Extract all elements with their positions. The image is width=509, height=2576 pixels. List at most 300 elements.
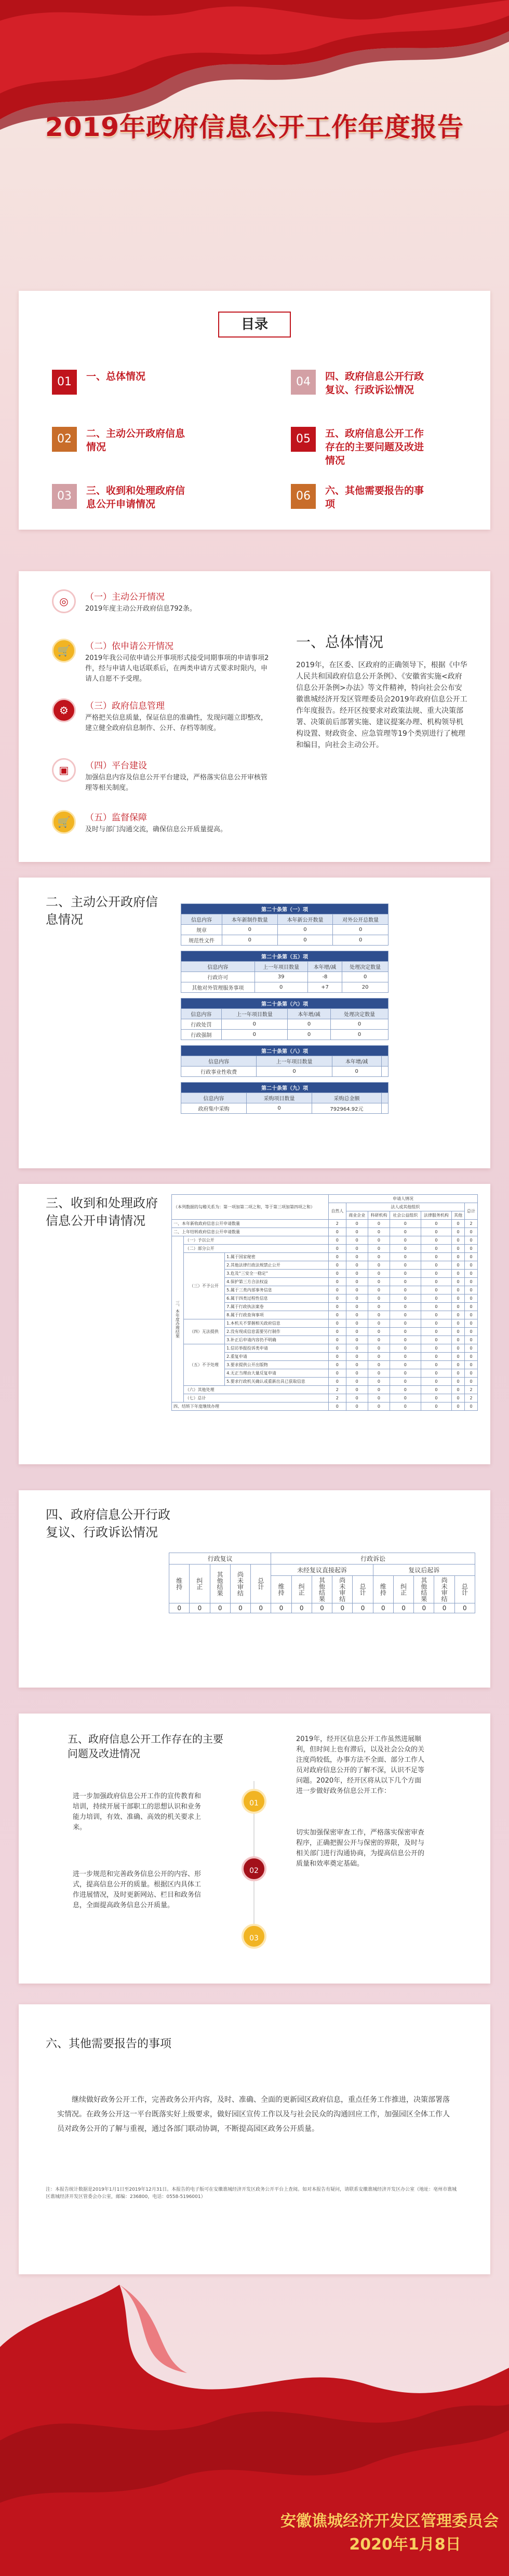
row-label: 2.重复申请 bbox=[225, 1353, 329, 1361]
col-head: 本年新制作数量 bbox=[222, 914, 277, 925]
table-cell: 0 bbox=[421, 1319, 452, 1328]
table-cell: 0 bbox=[368, 1311, 390, 1319]
section2-table bbox=[181, 903, 389, 946]
col-head: 采购总金额 bbox=[312, 1093, 382, 1103]
toc-number: 02 bbox=[52, 427, 77, 452]
table-cell: 0 bbox=[368, 1369, 390, 1378]
table-cell: 0 bbox=[329, 1253, 346, 1261]
col-group: 行政诉讼 bbox=[271, 1553, 475, 1565]
table-cell: 0 bbox=[332, 1603, 353, 1613]
row-label: 1.信访举报投诉类申请 bbox=[225, 1344, 329, 1353]
table-cell: 0 bbox=[452, 1220, 465, 1228]
table-cell: 0 bbox=[368, 1220, 390, 1228]
row-group-label: （四）无法提供 bbox=[183, 1319, 224, 1344]
table-cell: 0 bbox=[222, 925, 277, 935]
table-cell: 0 bbox=[333, 925, 389, 935]
col-head: 信息内容 bbox=[181, 914, 222, 925]
table-cell: 0 bbox=[331, 1019, 389, 1030]
table-cell: 0 bbox=[465, 1245, 478, 1253]
table-cell: 0 bbox=[452, 1353, 465, 1361]
table-cell: 0 bbox=[368, 1361, 390, 1369]
table-cell: 0 bbox=[342, 972, 389, 982]
toc-item-6[interactable] bbox=[291, 484, 424, 511]
table-cell: 0 bbox=[210, 1603, 230, 1613]
table-cell: 0 bbox=[346, 1378, 368, 1386]
table-cell: 0 bbox=[465, 1319, 478, 1328]
col-head: 信息内容 bbox=[181, 1056, 257, 1067]
table-cell: 行政事业性收费 bbox=[181, 1067, 257, 1077]
table-cell: 0 bbox=[257, 1067, 332, 1077]
table-cell: 39 bbox=[254, 972, 307, 982]
table-row bbox=[172, 1344, 478, 1353]
row-label: 4.无正当理由大量反复申请 bbox=[225, 1369, 329, 1378]
table-cell: 0 bbox=[452, 1294, 465, 1303]
col-head: 总计 bbox=[454, 1576, 475, 1603]
table-cell: 0 bbox=[390, 1278, 421, 1286]
globe-icon: ◎ bbox=[52, 589, 76, 613]
table-cell: 0 bbox=[390, 1353, 421, 1361]
col-head: 本年新公开数量 bbox=[277, 914, 333, 925]
table-cell: 0 bbox=[346, 1344, 368, 1353]
col-head: 上一年项目数量 bbox=[257, 1056, 332, 1067]
row-label: 1.本机关不掌握相关政府信息 bbox=[225, 1319, 329, 1328]
col-head: 总计 bbox=[465, 1203, 478, 1220]
table-cell: 0 bbox=[465, 1353, 478, 1361]
table-cell: 0 bbox=[465, 1253, 478, 1261]
row-label: （六）其他处理 bbox=[183, 1386, 328, 1394]
table-cell: 0 bbox=[368, 1236, 390, 1245]
table-cell: 0 bbox=[271, 1603, 291, 1613]
table-cell: 0 bbox=[346, 1303, 368, 1311]
table-cell: 0 bbox=[421, 1270, 452, 1278]
table-cell: 0 bbox=[368, 1319, 390, 1328]
table-cell: 0 bbox=[452, 1253, 465, 1261]
table-row bbox=[181, 1019, 389, 1030]
table-cell: 规范性文件 bbox=[181, 935, 222, 946]
table-cell: 0 bbox=[346, 1220, 368, 1228]
table-cell: 0 bbox=[421, 1311, 452, 1319]
table-cell: 0 bbox=[346, 1294, 368, 1303]
table-cell: 0 bbox=[368, 1402, 390, 1411]
table-cell: 0 bbox=[346, 1261, 368, 1270]
table-cell: 0 bbox=[390, 1220, 421, 1228]
table-cell: 0 bbox=[346, 1236, 368, 1245]
row-label: 3.危及“三安全一稳定” bbox=[225, 1270, 329, 1278]
col-head: 尚未审结 bbox=[332, 1576, 353, 1603]
table-cell: 0 bbox=[452, 1228, 465, 1236]
section5-right-text-2: 切实加强保密审查工作，严格落实保密审查程序，正确把握公开与保密的界限，及时与相关部门进行沟通协商，为提高信息公开的质量和效率奠定基础。 bbox=[296, 1829, 425, 1868]
col-head: 上一年项目数量 bbox=[254, 962, 307, 972]
table-cell: 0 bbox=[421, 1402, 452, 1411]
toc-item-1[interactable] bbox=[52, 370, 185, 395]
row-label: 四、结转下年度继续办理 bbox=[172, 1402, 329, 1411]
table-cell: 0 bbox=[465, 1328, 478, 1336]
item-text: 及时与部门沟通交流，确保信息公开质量提高。 bbox=[85, 826, 227, 833]
table-title: 第二十条第（五）项 bbox=[181, 951, 389, 962]
table-cell: 0 bbox=[465, 1261, 478, 1270]
table-cell: 0 bbox=[329, 1278, 346, 1286]
table-cell: 0 bbox=[346, 1369, 368, 1378]
toc-item-3[interactable] bbox=[52, 484, 185, 511]
item-text: 加强信息内容及信息公开平台建设，严格落实信息公开审核管理等相关制度。 bbox=[85, 774, 268, 792]
report-title: 2019年政府信息公开工作年度报告 bbox=[45, 112, 464, 142]
table-cell: 0 bbox=[291, 1603, 312, 1613]
table-cell: 0 bbox=[346, 1394, 368, 1402]
table-cell: 2 bbox=[465, 1394, 478, 1402]
table-cell: 0 bbox=[452, 1303, 465, 1311]
row-label: 2.其他法律行政法规禁止公开 bbox=[225, 1261, 329, 1270]
list-item bbox=[52, 810, 227, 834]
section5-right-text-1: 2019年，经开区信息公开工作虽然进展顺利，但时间上也有滞后，以及社会公众的关注度尚较低，办事方法不全面、部分工作人员对政府信息公开的了解不深，认识不足等问题。2020年，经开区将从以下几个方面进一步做好政务信息公开工作： bbox=[296, 1735, 425, 1795]
section4-table-wrap bbox=[169, 1553, 475, 1613]
col-head: 对外公开总数量 bbox=[333, 914, 389, 925]
row-group-label: （五）不予处理 bbox=[183, 1344, 224, 1386]
table-cell: 0 bbox=[331, 1030, 389, 1040]
col-head: 上一年项目数量 bbox=[221, 1009, 287, 1019]
table-cell: 0 bbox=[368, 1245, 390, 1253]
col-head: 纠正 bbox=[190, 1565, 210, 1603]
table-cell: 0 bbox=[452, 1236, 465, 1245]
table-cell: 规章 bbox=[181, 925, 222, 935]
row-label: （七）总计 bbox=[183, 1394, 328, 1402]
table-cell: 0 bbox=[390, 1245, 421, 1253]
table-cell: 0 bbox=[421, 1220, 452, 1228]
table-cell: 0 bbox=[221, 1030, 287, 1040]
table-cell: 0 bbox=[421, 1336, 452, 1344]
table-cell: 0 bbox=[452, 1311, 465, 1319]
table-cell: 0 bbox=[452, 1245, 465, 1253]
table-cell: 0 bbox=[247, 1103, 312, 1114]
table-cell: 0 bbox=[368, 1328, 390, 1336]
table-cell: 0 bbox=[465, 1286, 478, 1294]
table-row bbox=[172, 1253, 478, 1261]
row-label: 一、本年新收政府信息公开申请数量 bbox=[172, 1220, 329, 1228]
row-label: 1.属于国家秘密 bbox=[225, 1253, 329, 1261]
table-cell: 0 bbox=[390, 1361, 421, 1369]
table-cell: 0 bbox=[421, 1245, 452, 1253]
table-cell: 0 bbox=[221, 1019, 287, 1030]
table-cell: 0 bbox=[452, 1336, 465, 1344]
col-head: 社会公益组织 bbox=[390, 1211, 421, 1220]
table-cell: 0 bbox=[390, 1378, 421, 1386]
table-cell: 0 bbox=[390, 1319, 421, 1328]
row-label: 5.要求行政机关确认或重新出具已获取信息 bbox=[225, 1378, 329, 1386]
col-head: 其他结果 bbox=[312, 1576, 332, 1603]
table-cell: 0 bbox=[390, 1386, 421, 1394]
table-cell: 0 bbox=[452, 1278, 465, 1286]
col-head: 纠正 bbox=[291, 1576, 312, 1603]
table-cell: 0 bbox=[329, 1402, 346, 1411]
toc-item-2[interactable] bbox=[52, 427, 185, 454]
table-row bbox=[172, 1245, 478, 1253]
table-row bbox=[172, 1220, 478, 1228]
table-cell: 0 bbox=[452, 1270, 465, 1278]
col-head: 本年增/减 bbox=[332, 1056, 381, 1067]
table-cell: 0 bbox=[332, 1067, 381, 1077]
toc-label: 一、总体情况 bbox=[86, 371, 146, 382]
table-cell: 0 bbox=[329, 1311, 346, 1319]
table-cell: 0 bbox=[254, 982, 307, 993]
table-row bbox=[172, 1228, 478, 1236]
toc-number: 03 bbox=[52, 484, 77, 509]
table-sub-head: 法人或其他组织 bbox=[346, 1203, 464, 1211]
section6-body: 继续做好政务公开工作，完善政务公开内容，及时、准确、全面的更新园区政府信息，重点任务工作推进，决策部署落实情况。在政务公开这一平台既落实好上级要求，做好园区宣传工作以及与社会民众的沟通回应工作，加强园区全体工作人员对政务公开的了解与重视，通过各部门联动协调，不断提高园区政务公开质量。 bbox=[57, 2096, 450, 2133]
table-cell: 0 bbox=[368, 1303, 390, 1311]
toc-label: 二、主动公开政府信息情况 bbox=[86, 428, 185, 453]
col-head: 处理决定数量 bbox=[342, 962, 389, 972]
table-cell: 0 bbox=[465, 1311, 478, 1319]
table-cell: 0 bbox=[329, 1369, 346, 1378]
col-head: 纠正 bbox=[393, 1576, 413, 1603]
table-cell: 0 bbox=[452, 1344, 465, 1353]
table-cell: 0 bbox=[368, 1294, 390, 1303]
table-cell: 0 bbox=[333, 935, 389, 946]
table-cell: 行政处罚 bbox=[181, 1019, 222, 1030]
monitor-icon: ▣ bbox=[52, 758, 76, 782]
col-head: 总计 bbox=[251, 1565, 271, 1603]
toc-heading: 目录 bbox=[218, 312, 291, 338]
table-cell: 0 bbox=[390, 1286, 421, 1294]
col-head: 本年增/减 bbox=[307, 962, 342, 972]
section2-tables bbox=[181, 903, 389, 1119]
item-label: （三）政府信息管理 bbox=[85, 701, 165, 711]
table-cell: 0 bbox=[421, 1253, 452, 1261]
table-cell: 0 bbox=[368, 1270, 390, 1278]
table-cell: 0 bbox=[414, 1603, 434, 1613]
table-cell: 0 bbox=[465, 1270, 478, 1278]
col-head: 采购项目数量 bbox=[247, 1093, 312, 1103]
row-label: 6.属于四类过程性信息 bbox=[225, 1294, 329, 1303]
table-cell: 0 bbox=[421, 1353, 452, 1361]
section3-heading: 三、收到和处理政府信息公开申请情况 bbox=[46, 1196, 158, 1228]
table-cell: 0 bbox=[452, 1328, 465, 1336]
row-group-label: （三）不予公开 bbox=[183, 1253, 224, 1319]
item-label: （二）依申请公开情况 bbox=[85, 641, 173, 652]
table-title: 第二十条第（九）项 bbox=[181, 1083, 389, 1093]
col-group: 行政复议 bbox=[169, 1553, 271, 1565]
table-cell: 0 bbox=[390, 1303, 421, 1311]
table-cell: 0 bbox=[346, 1386, 368, 1394]
table-cell: 0 bbox=[329, 1228, 346, 1236]
table-cell: 0 bbox=[465, 1278, 478, 1286]
col-group: 未经复议直接起诉 bbox=[271, 1565, 373, 1576]
table-cell: 0 bbox=[465, 1294, 478, 1303]
col-head: 本年增/减 bbox=[287, 1009, 330, 1019]
table-cell: 0 bbox=[465, 1369, 478, 1378]
footer-org: 安徽谯城经济开发区管理委员会 bbox=[280, 2512, 499, 2530]
table-cell bbox=[381, 1067, 388, 1077]
table-cell: 0 bbox=[346, 1319, 368, 1328]
col-head: 自然人 bbox=[329, 1203, 346, 1220]
col-head: 维持 bbox=[271, 1576, 291, 1603]
table-cell: 0 bbox=[346, 1336, 368, 1344]
toc-label: 六、其他需要报告的事项 bbox=[325, 485, 424, 510]
toc-item-4[interactable] bbox=[291, 370, 424, 397]
table-cell: 0 bbox=[368, 1353, 390, 1361]
toc-label: 三、收到和处理政府信息公开申请情况 bbox=[86, 485, 185, 510]
table-title: 第二十条第（一）项 bbox=[181, 904, 389, 914]
table-cell: 0 bbox=[421, 1394, 452, 1402]
table-cell: 0 bbox=[390, 1394, 421, 1402]
item-label: （四）平台建设 bbox=[85, 761, 147, 771]
table-row bbox=[181, 1103, 389, 1114]
table-cell: 0 bbox=[251, 1603, 271, 1613]
table-cell: 0 bbox=[368, 1253, 390, 1261]
top-flag-decoration bbox=[0, 0, 509, 187]
col-head: 处理决定数量 bbox=[331, 1009, 389, 1019]
table-cell: 0 bbox=[329, 1328, 346, 1336]
col-head: 信息内容 bbox=[181, 1093, 247, 1103]
table-cell: 0 bbox=[190, 1603, 210, 1613]
table-cell: 0 bbox=[421, 1261, 452, 1270]
section4-heading: 四、政府信息公开行政复议、行政诉讼情况 bbox=[46, 1507, 170, 1540]
table-cell: 0 bbox=[454, 1603, 475, 1613]
table-cell: 0 bbox=[329, 1378, 346, 1386]
table-cell: 0 bbox=[368, 1261, 390, 1270]
section6-note: 注：本报告统计数据是2019年1月1日至2019年12月31日。本报告的电子版可在安徽谯城经济开发区政务公开平台上查阅。如对本报告有疑问，请联系安徽谯城经济开发区办公室（地址：亳州市谯城区谯城经济开发区管委会办公室，邮编：236800，电话：0558-5196001） bbox=[46, 2187, 457, 2200]
col-head bbox=[381, 1093, 388, 1103]
list-item bbox=[52, 758, 268, 792]
table-cell: 0 bbox=[421, 1361, 452, 1369]
table-cell: 0 bbox=[452, 1394, 465, 1402]
table-cell: +7 bbox=[307, 982, 342, 993]
cart-icon: 🛒 bbox=[52, 639, 76, 663]
table-cell: 行政许可 bbox=[181, 972, 255, 982]
table-cell: 0 bbox=[465, 1402, 478, 1411]
table-cell: 0 bbox=[230, 1603, 250, 1613]
settings-icon: ⚙ bbox=[52, 698, 76, 722]
table-cell: 0 bbox=[421, 1236, 452, 1245]
item-text: 2019年我公司依申请公开事项形式接受同期事项的申请事项2件，经与申请人电话联系后，在两类申请方式要求时限内，申请人自愿不予受理。 bbox=[85, 654, 269, 683]
row-label: 2.没有现成信息需要另行制作 bbox=[225, 1328, 329, 1336]
table-cell: 0 bbox=[346, 1270, 368, 1278]
table-cell: 0 bbox=[368, 1286, 390, 1294]
table-cell: 0 bbox=[368, 1378, 390, 1386]
table-cell: 0 bbox=[452, 1319, 465, 1328]
table-cell: 行政强制 bbox=[181, 1030, 222, 1040]
table-cell: 0 bbox=[421, 1378, 452, 1386]
item-text: 2019年度主动公开政府信息792条。 bbox=[85, 605, 196, 613]
table-cell: 0 bbox=[421, 1286, 452, 1294]
step-marker: 01 bbox=[242, 1789, 266, 1814]
row-label: （一）予以公开 bbox=[183, 1236, 328, 1245]
table-cell: 0 bbox=[368, 1394, 390, 1402]
row-label: 7.属于行政执法案卷 bbox=[225, 1303, 329, 1311]
table-cell: 0 bbox=[452, 1378, 465, 1386]
table-cell: 0 bbox=[390, 1253, 421, 1261]
table-cell: 0 bbox=[465, 1336, 478, 1344]
row-label: 8.属于行政查询事项 bbox=[225, 1311, 329, 1319]
table-cell: 0 bbox=[368, 1228, 390, 1236]
section5-heading: 五、政府信息公开工作存在的主要问题及改进情况 bbox=[68, 1733, 223, 1760]
section5-left-text-2: 进一步规范和完善政务信息公开的内容、形式，提高信息公开的质量。根据区内具体工作进展情况，及时更新网站、栏目和政务信息，全面提高政务信息公开质量。 bbox=[73, 1870, 202, 1909]
step-marker: 02 bbox=[242, 1856, 266, 1881]
footer-date: 2020年1月8日 bbox=[349, 2535, 461, 2554]
row-group-label: 三、本年度办理结果 bbox=[172, 1236, 184, 1402]
col-head bbox=[381, 1056, 388, 1067]
col-head: 尚未审结 bbox=[230, 1565, 250, 1603]
table-cell: 0 bbox=[452, 1261, 465, 1270]
table-cell: 20 bbox=[342, 982, 389, 993]
section5-left-text-1: 进一步加强政府信息公开工作的宣传教育和培训，持续开展干部职工的思想认识和业务能力培训，有效、准确、高效的机关要求上来。 bbox=[73, 1792, 202, 1831]
table-cell: 0 bbox=[390, 1336, 421, 1344]
table-cell: 0 bbox=[346, 1353, 368, 1361]
table-row bbox=[181, 925, 389, 935]
table-cell: 0 bbox=[346, 1311, 368, 1319]
table-cell: 0 bbox=[368, 1386, 390, 1394]
table-cell: 0 bbox=[329, 1353, 346, 1361]
table-cell: 0 bbox=[421, 1328, 452, 1336]
table-cell: 0 bbox=[373, 1603, 393, 1613]
section4-table bbox=[169, 1553, 475, 1613]
table-cell: 2 bbox=[465, 1386, 478, 1394]
table-row bbox=[181, 1030, 389, 1040]
table-cell: 2 bbox=[465, 1220, 478, 1228]
section1-body: 2019年，在区委、区政府的正确领导下，根据《中华人民共和国政府信息公开条例》、《安徽省实施<政府信息公开条例>办法》等文件精神，特向社会公布安徽谯城经济开发区管理委员会2019年政府信息公开工作年度报告。经开区按要求对政策法规、重大决策部署、决策前后部署实施、建议提案办理、机构领导机构设置、财政资金、应急管理等19个类别进行了梳理和编目，向社会主动公开。 bbox=[296, 661, 467, 749]
table-cell: 0 bbox=[390, 1228, 421, 1236]
table-cell: 0 bbox=[312, 1603, 332, 1613]
cart-icon: 🛒 bbox=[52, 810, 76, 834]
col-head: 信息内容 bbox=[181, 1009, 222, 1019]
col-group: 复议后起诉 bbox=[373, 1565, 475, 1576]
table-cell: 792964.92元 bbox=[312, 1103, 382, 1114]
table-cell: 0 bbox=[353, 1603, 373, 1613]
table-row bbox=[172, 1236, 478, 1245]
table-cell: 0 bbox=[346, 1253, 368, 1261]
table-cell: 0 bbox=[465, 1236, 478, 1245]
table-cell: 0 bbox=[346, 1361, 368, 1369]
table-cell: 0 bbox=[465, 1378, 478, 1386]
table-title: 第二十条第（八）项 bbox=[181, 1046, 389, 1056]
table-cell bbox=[381, 1103, 388, 1114]
table-cell: 0 bbox=[421, 1303, 452, 1311]
toc-number: 01 bbox=[52, 370, 77, 395]
table-cell: 0 bbox=[421, 1278, 452, 1286]
table-cell: 0 bbox=[277, 935, 333, 946]
table-cell: 0 bbox=[287, 1030, 330, 1040]
table-row bbox=[172, 1386, 478, 1394]
toc-item-5[interactable] bbox=[291, 427, 424, 467]
table-row bbox=[181, 1067, 389, 1077]
table-cell: 0 bbox=[421, 1344, 452, 1353]
table-cell: 0 bbox=[390, 1311, 421, 1319]
table-cell: 0 bbox=[329, 1319, 346, 1328]
table-cell: 0 bbox=[452, 1386, 465, 1394]
table-cell: 2 bbox=[329, 1386, 346, 1394]
list-item bbox=[52, 698, 268, 732]
item-label: （五）监督保障 bbox=[85, 813, 147, 823]
table-cell: 0 bbox=[390, 1261, 421, 1270]
table-cell: 0 bbox=[329, 1303, 346, 1311]
row-label: 3.补正后申请内容仍不明确 bbox=[225, 1336, 329, 1344]
section6-heading: 六、其他需要报告的事项 bbox=[46, 2038, 172, 2051]
table-cell: 0 bbox=[421, 1386, 452, 1394]
table-header-note: （本列数据的勾稽关系为：第一项加第二项之和，等于第三项加第四项之和） bbox=[172, 1195, 329, 1220]
col-head: 维持 bbox=[169, 1565, 190, 1603]
col-head: 其他结果 bbox=[210, 1565, 230, 1603]
table-cell: 0 bbox=[277, 925, 333, 935]
table-cell: 0 bbox=[452, 1286, 465, 1294]
table-row bbox=[172, 1402, 478, 1411]
row-label: 3.要求提供公开出版物 bbox=[225, 1361, 329, 1369]
table-cell: 2 bbox=[329, 1220, 346, 1228]
table-cell: 0 bbox=[329, 1344, 346, 1353]
table-cell: 0 bbox=[329, 1294, 346, 1303]
table-row bbox=[172, 1394, 478, 1402]
table-cell: 0 bbox=[222, 935, 277, 946]
table-cell: 0 bbox=[346, 1286, 368, 1294]
table-cell: 0 bbox=[329, 1270, 346, 1278]
